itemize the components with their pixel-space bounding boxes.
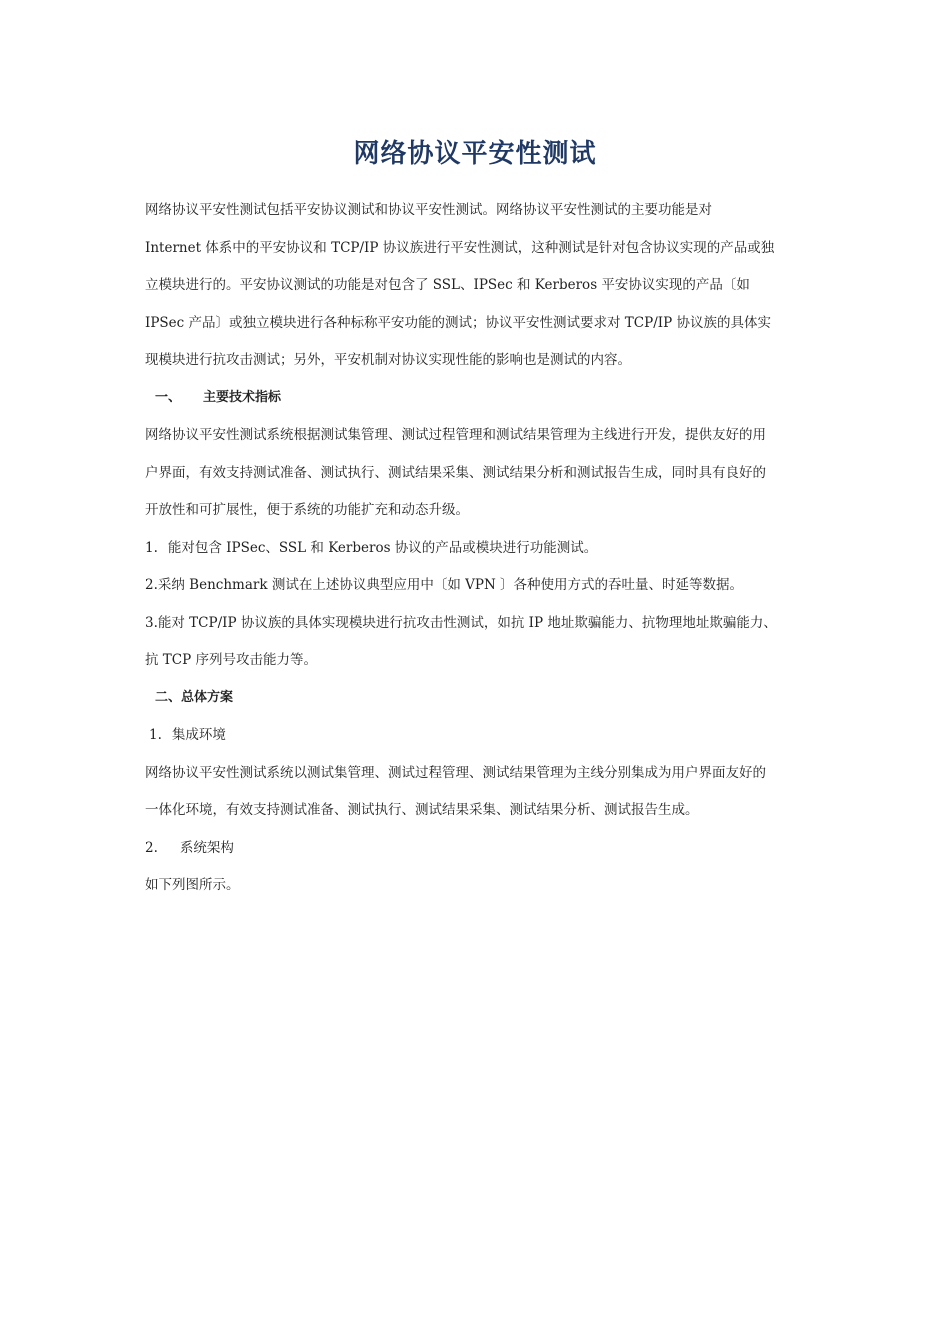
document-body	[145, 195, 810, 908]
subsection-heading-2	[145, 833, 810, 871]
section2-line: 网络协议平安性测试系统以测试集管理、测试过程管理、测试结果管理为主线分别集成为用户界面友好的	[145, 764, 766, 781]
section-heading-1	[145, 383, 810, 421]
section-number: 一、	[155, 389, 182, 405]
intro-line: 现模块进行抗攻击测试；另外，平安机制对协议实现性能的影响也是测试的内容。	[145, 352, 631, 368]
subsection-label: 集成环境	[171, 727, 226, 743]
list-text: 能对 TCP/IP 协议族的具体实现模块进行抗攻击性测试，如抗 IP 地址欺骗能力、抗物理地址欺骗能力、	[157, 614, 777, 631]
list-item-continuation: 抗 TCP 序列号攻击能力等。	[145, 652, 317, 668]
subsection-number: 1.	[149, 727, 162, 743]
list-number: 3.	[145, 614, 158, 631]
list-number: 2.	[145, 577, 158, 593]
list-number: 1.	[145, 539, 158, 556]
list-item	[145, 533, 810, 571]
intro-line: IPSec 产品〕或独立模块进行各种标称平安功能的测试；协议平安性测试要求对 TCP/IP 协议族的具体实	[145, 314, 771, 331]
section1-line: 开放性和可扩展性，便于系统的功能扩充和动态升级。	[145, 502, 469, 518]
subsection-number: 2.	[145, 839, 158, 856]
section-label: 主要技术指标	[203, 389, 282, 405]
subsection-label: 系统架构	[179, 839, 234, 856]
closing-line: 如下列图所示。	[145, 877, 240, 893]
section1-line: 户界面，有效支持测试准备、测试执行、测试结果采集、测试结果分析和测试报告生成，同时具有良好的	[145, 464, 766, 481]
intro-line: 网络协议平安性测试包括平安协议测试和协议平安性测试。网络协议平安性测试的主要功能是对	[145, 202, 712, 218]
subsection-heading-1	[145, 720, 810, 758]
intro-line: 立模块进行的。平安协议测试的功能是对包含了 SSL、IPSec 和 Kerberos 平安协议实现的产品〔如	[145, 277, 750, 293]
page-title: 网络协议平安性测试	[353, 139, 597, 169]
section2-line: 一体化环境，有效支持测试准备、测试执行、测试结果采集、测试结果分析、测试报告生成。	[145, 802, 699, 818]
section1-line: 网络协议平安性测试系统根据测试集管理、测试过程管理和测试结果管理为主线进行开发，提供友好的用	[145, 427, 766, 443]
list-text: 能对包含 IPSec、SSL 和 Kerberos 协议的产品或模块进行功能测试。	[167, 539, 598, 556]
list-text: 采纳 Benchmark 测试在上述协议典型应用中〔如 VPN 〕各种使用方式的吞吐量、时延等数据。	[157, 577, 744, 593]
list-item	[145, 608, 810, 646]
section-heading-2: 二、总体方案	[155, 689, 234, 705]
intro-line: Internet 体系中的平安协议和 TCP/IP 协议族进行平安性测试，这种测试是针对包含协议实现的产品或独	[145, 239, 775, 256]
list-item	[145, 570, 810, 608]
